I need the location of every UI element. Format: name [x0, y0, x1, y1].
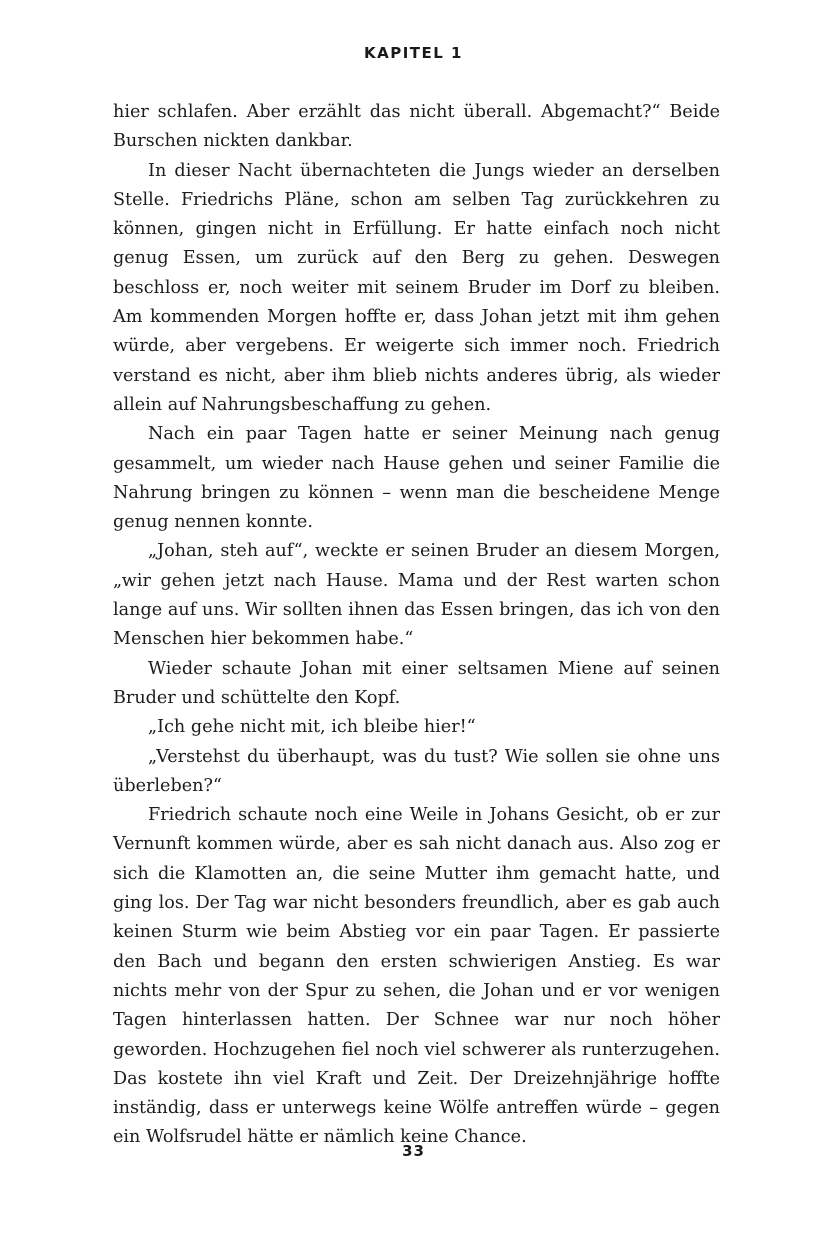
paragraph-3: Nach ein paar Tagen hatte er seiner Meinung nach genug gesammelt, um wieder nach Hause gehen und seiner Familie die Nahrung bringen zu können – wenn man die bescheidene Menge genug nennen konnte. — [113, 424, 720, 533]
body-text — [113, 98, 720, 1153]
paragraph-6: „Ich gehe nicht mit, ich bleibe hier!“ — [148, 717, 476, 738]
paragraph-4: „Johan, steh auf“, weckte er seinen Bruder an diesem Morgen, „wir gehen jetzt nach Hause. Mama und der Rest warten schon lange auf uns. Wir sollten ihnen das Essen bringen, das ich von den Menschen hier bekommen habe.“ — [113, 541, 720, 650]
paragraph-2: In dieser Nacht übernachteten die Jungs wieder an derselben Stelle. Friedrichs Pläne, schon am selben Tag zurückkehren zu können, gingen nicht in Erfüllung. Er hatte einfach noch nicht genug Essen, um zurück auf den Berg zu gehen. Deswegen beschloss er, noch weiter mit seinem Bruder im Dorf zu bleiben. Am kommenden Morgen hoffte er, dass Johan jetzt mit ihm gehen würde, aber vergebens. Er weigerte sich immer noch. Friedrich verstand es nicht, aber ihm blieb nichts anderes übrig, als wieder allein auf Nahrungsbeschaffung zu gehen. — [113, 160, 720, 415]
paragraph-1: hier schlafen. Aber erzählt das nicht überall. Abgemacht?“ Beide Burschen nickten dankbar. — [113, 102, 720, 152]
chapter-header: KAPITEL 1 — [363, 44, 463, 62]
paragraph-7: „Verstehst du überhaupt, was du tust? Wie sollen sie ohne uns überleben?“ — [113, 746, 720, 796]
paragraph-5: Wieder schaute Johan mit einer seltsamen Miene auf seinen Bruder und schüttelte den Kopf. — [113, 658, 720, 708]
paragraph-8: Friedrich schaute noch eine Weile in Johans Gesicht, ob er zur Vernunft kommen würde, aber es sah nicht danach aus. Also zog er sich die Klamotten an, die seine Mutter ihm gemacht hatte, und ging los. Der Tag war nicht besonders freundlich, aber es gab auch keinen Sturm wie beim Abstieg vor ein paar Tagen. Er passierte den Bach und begann den ersten schwierigen Anstieg. Es war nichts mehr von der Spur zu sehen, die Johan und er vor wenigen Tagen hinterlassen hatten. Der Schnee war nur noch höher geworden. Hochzugehen fiel noch viel schwerer als runterzugehen. Das kostete ihn viel Kraft und Zeit. Der Dreizehnjährige hoffte inständig, dass er unterwegs keine Wölfe antreffen würde – gegen ein Wolfsrudel hätte er nämlich keine Chance. — [113, 805, 720, 1148]
page-number: 33 — [402, 1142, 425, 1160]
